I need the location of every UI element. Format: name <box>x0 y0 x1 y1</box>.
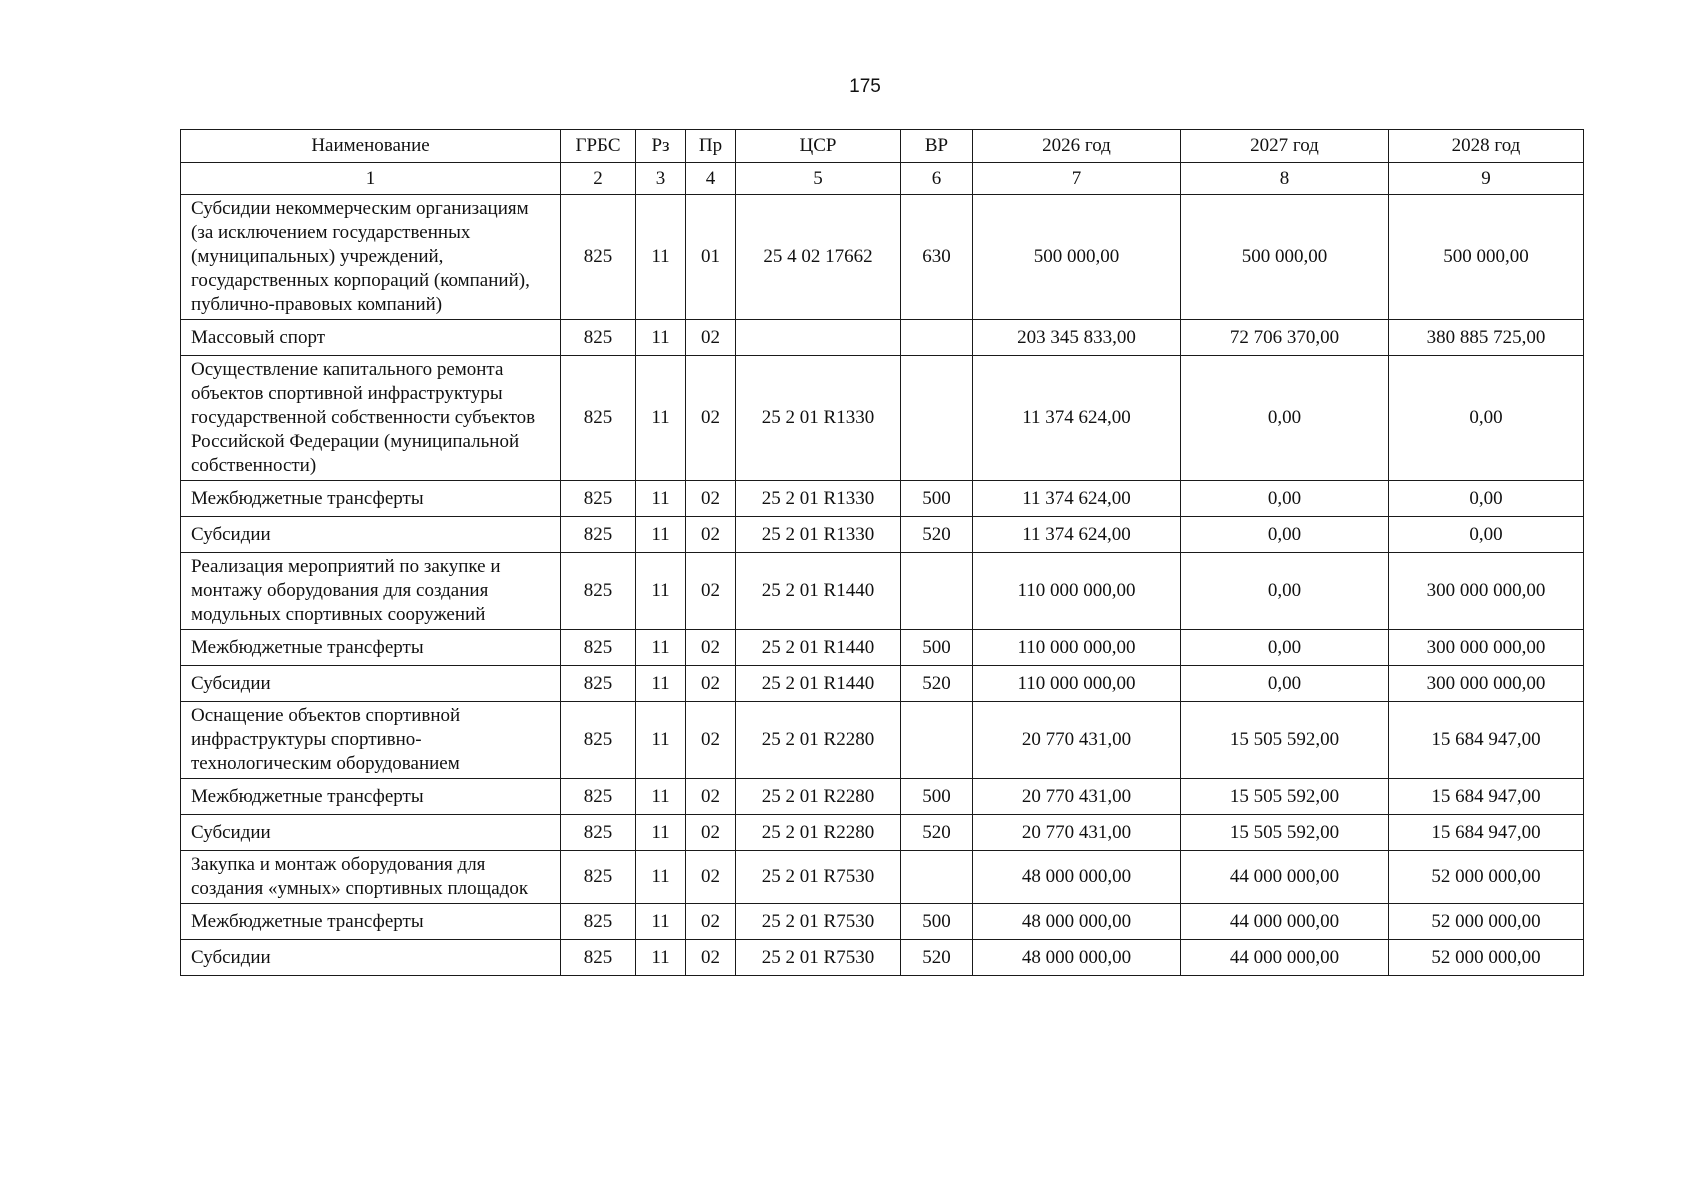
column-number-row <box>181 163 1584 195</box>
pr-cell: 02 <box>686 851 736 904</box>
amount-2027-cell: 500 000,00 <box>1181 195 1389 320</box>
table-row <box>181 320 1584 356</box>
amount-2027-cell: 15 505 592,00 <box>1181 815 1389 851</box>
amount-2026-cell: 203 345 833,00 <box>973 320 1181 356</box>
grbs-cell: 825 <box>561 320 636 356</box>
amount-2027-cell: 0,00 <box>1181 481 1389 517</box>
amount-2028-cell: 0,00 <box>1389 356 1584 481</box>
name-cell: Межбюджетные трансферты <box>181 481 561 517</box>
header-year-2028: 2028 год <box>1389 130 1584 163</box>
header-name: Наименование <box>181 130 561 163</box>
name-cell: Межбюджетные трансферты <box>181 630 561 666</box>
column-number: 2 <box>561 163 636 195</box>
grbs-cell: 825 <box>561 702 636 779</box>
amount-2026-cell: 48 000 000,00 <box>973 851 1181 904</box>
amount-2028-cell: 15 684 947,00 <box>1389 702 1584 779</box>
vr-cell <box>901 320 973 356</box>
rz-cell: 11 <box>636 517 686 553</box>
amount-2028-cell: 52 000 000,00 <box>1389 940 1584 976</box>
header-csr: ЦСР <box>736 130 901 163</box>
table-row <box>181 904 1584 940</box>
amount-2027-cell: 72 706 370,00 <box>1181 320 1389 356</box>
table-row <box>181 195 1584 320</box>
rz-cell: 11 <box>636 666 686 702</box>
csr-cell: 25 2 01 R1330 <box>736 356 901 481</box>
amount-2028-cell: 300 000 000,00 <box>1389 630 1584 666</box>
amount-2026-cell: 20 770 431,00 <box>973 815 1181 851</box>
amount-2028-cell: 15 684 947,00 <box>1389 779 1584 815</box>
grbs-cell: 825 <box>561 553 636 630</box>
name-cell: Субсидии некоммерческим организациям (за исключением государственных (муниципальных) учреждений, государственных корпораций (компаний), публично-правовых компаний) <box>181 195 561 320</box>
pr-cell: 02 <box>686 517 736 553</box>
table-row <box>181 481 1584 517</box>
csr-cell: 25 2 01 R7530 <box>736 904 901 940</box>
pr-cell: 02 <box>686 779 736 815</box>
amount-2026-cell: 48 000 000,00 <box>973 940 1181 976</box>
column-number: 5 <box>736 163 901 195</box>
csr-cell: 25 2 01 R1440 <box>736 666 901 702</box>
header-pr: Пр <box>686 130 736 163</box>
csr-cell: 25 2 01 R2280 <box>736 815 901 851</box>
vr-cell <box>901 851 973 904</box>
table-row <box>181 851 1584 904</box>
name-cell: Субсидии <box>181 815 561 851</box>
grbs-cell: 825 <box>561 815 636 851</box>
column-number: 1 <box>181 163 561 195</box>
name-cell: Межбюджетные трансферты <box>181 779 561 815</box>
csr-cell: 25 2 01 R2280 <box>736 779 901 815</box>
table-row <box>181 779 1584 815</box>
grbs-cell: 825 <box>561 940 636 976</box>
amount-2027-cell: 0,00 <box>1181 553 1389 630</box>
csr-cell: 25 4 02 17662 <box>736 195 901 320</box>
csr-cell: 25 2 01 R1330 <box>736 481 901 517</box>
csr-cell: 25 2 01 R2280 <box>736 702 901 779</box>
amount-2026-cell: 110 000 000,00 <box>973 553 1181 630</box>
amount-2026-cell: 20 770 431,00 <box>973 702 1181 779</box>
csr-cell: 25 2 01 R1440 <box>736 553 901 630</box>
table-row <box>181 553 1584 630</box>
rz-cell: 11 <box>636 481 686 517</box>
amount-2027-cell: 15 505 592,00 <box>1181 702 1389 779</box>
rz-cell: 11 <box>636 630 686 666</box>
table-body <box>181 195 1584 976</box>
vr-cell: 630 <box>901 195 973 320</box>
amount-2026-cell: 48 000 000,00 <box>973 904 1181 940</box>
header-year-2027: 2027 год <box>1181 130 1389 163</box>
grbs-cell: 825 <box>561 517 636 553</box>
amount-2027-cell: 0,00 <box>1181 356 1389 481</box>
table-row <box>181 940 1584 976</box>
pr-cell: 02 <box>686 481 736 517</box>
pr-cell: 01 <box>686 195 736 320</box>
amount-2026-cell: 11 374 624,00 <box>973 356 1181 481</box>
header-row <box>181 130 1584 163</box>
name-cell: Осуществление капитального ремонта объектов спортивной инфраструктуры государственной собственности субъектов Российской Федерации (муниципальной собственности) <box>181 356 561 481</box>
rz-cell: 11 <box>636 356 686 481</box>
amount-2028-cell: 300 000 000,00 <box>1389 553 1584 630</box>
header-year-2026: 2026 год <box>973 130 1181 163</box>
pr-cell: 02 <box>686 553 736 630</box>
amount-2026-cell: 110 000 000,00 <box>973 666 1181 702</box>
header-grbs: ГРБС <box>561 130 636 163</box>
vr-cell: 500 <box>901 904 973 940</box>
amount-2027-cell: 0,00 <box>1181 517 1389 553</box>
vr-cell: 520 <box>901 666 973 702</box>
column-number: 4 <box>686 163 736 195</box>
vr-cell: 500 <box>901 481 973 517</box>
vr-cell: 520 <box>901 517 973 553</box>
vr-cell: 500 <box>901 630 973 666</box>
column-number: 9 <box>1389 163 1584 195</box>
rz-cell: 11 <box>636 815 686 851</box>
pr-cell: 02 <box>686 940 736 976</box>
amount-2026-cell: 500 000,00 <box>973 195 1181 320</box>
pr-cell: 02 <box>686 666 736 702</box>
vr-cell: 500 <box>901 779 973 815</box>
pr-cell: 02 <box>686 630 736 666</box>
pr-cell: 02 <box>686 356 736 481</box>
header-rz: Рз <box>636 130 686 163</box>
table-row <box>181 356 1584 481</box>
rz-cell: 11 <box>636 702 686 779</box>
grbs-cell: 825 <box>561 851 636 904</box>
amount-2027-cell: 0,00 <box>1181 666 1389 702</box>
grbs-cell: 825 <box>561 666 636 702</box>
amount-2026-cell: 11 374 624,00 <box>973 481 1181 517</box>
table-row <box>181 666 1584 702</box>
header-vr: ВР <box>901 130 973 163</box>
name-cell: Оснащение объектов спортивной инфраструктуры спортивно-технологическим оборудованием <box>181 702 561 779</box>
grbs-cell: 825 <box>561 904 636 940</box>
grbs-cell: 825 <box>561 481 636 517</box>
csr-cell: 25 2 01 R1330 <box>736 517 901 553</box>
amount-2028-cell: 0,00 <box>1389 481 1584 517</box>
amount-2027-cell: 0,00 <box>1181 630 1389 666</box>
csr-cell: 25 2 01 R7530 <box>736 851 901 904</box>
amount-2028-cell: 0,00 <box>1389 517 1584 553</box>
column-number: 7 <box>973 163 1181 195</box>
csr-cell: 25 2 01 R7530 <box>736 940 901 976</box>
vr-cell: 520 <box>901 940 973 976</box>
grbs-cell: 825 <box>561 779 636 815</box>
name-cell: Субсидии <box>181 940 561 976</box>
table-row <box>181 630 1584 666</box>
name-cell: Субсидии <box>181 666 561 702</box>
table-row <box>181 815 1584 851</box>
rz-cell: 11 <box>636 904 686 940</box>
name-cell: Субсидии <box>181 517 561 553</box>
vr-cell: 520 <box>901 815 973 851</box>
rz-cell: 11 <box>636 553 686 630</box>
column-number: 6 <box>901 163 973 195</box>
amount-2027-cell: 44 000 000,00 <box>1181 940 1389 976</box>
amount-2028-cell: 15 684 947,00 <box>1389 815 1584 851</box>
rz-cell: 11 <box>636 779 686 815</box>
amount-2028-cell: 500 000,00 <box>1389 195 1584 320</box>
grbs-cell: 825 <box>561 356 636 481</box>
vr-cell <box>901 356 973 481</box>
rz-cell: 11 <box>636 940 686 976</box>
amount-2026-cell: 11 374 624,00 <box>973 517 1181 553</box>
vr-cell <box>901 553 973 630</box>
amount-2026-cell: 110 000 000,00 <box>973 630 1181 666</box>
amount-2027-cell: 15 505 592,00 <box>1181 779 1389 815</box>
name-cell: Массовый спорт <box>181 320 561 356</box>
table-row <box>181 517 1584 553</box>
column-number: 8 <box>1181 163 1389 195</box>
name-cell: Межбюджетные трансферты <box>181 904 561 940</box>
page-number: 175 <box>849 76 881 97</box>
grbs-cell: 825 <box>561 195 636 320</box>
pr-cell: 02 <box>686 904 736 940</box>
csr-cell <box>736 320 901 356</box>
pr-cell: 02 <box>686 320 736 356</box>
pr-cell: 02 <box>686 815 736 851</box>
pr-cell: 02 <box>686 702 736 779</box>
budget-table <box>180 129 1584 976</box>
amount-2027-cell: 44 000 000,00 <box>1181 904 1389 940</box>
amount-2027-cell: 44 000 000,00 <box>1181 851 1389 904</box>
rz-cell: 11 <box>636 851 686 904</box>
amount-2028-cell: 300 000 000,00 <box>1389 666 1584 702</box>
amount-2028-cell: 380 885 725,00 <box>1389 320 1584 356</box>
grbs-cell: 825 <box>561 630 636 666</box>
amount-2028-cell: 52 000 000,00 <box>1389 851 1584 904</box>
rz-cell: 11 <box>636 320 686 356</box>
name-cell: Реализация мероприятий по закупке и монтажу оборудования для создания модульных спортивных сооружений <box>181 553 561 630</box>
name-cell: Закупка и монтаж оборудования для создания «умных» спортивных площадок <box>181 851 561 904</box>
vr-cell <box>901 702 973 779</box>
amount-2028-cell: 52 000 000,00 <box>1389 904 1584 940</box>
amount-2026-cell: 20 770 431,00 <box>973 779 1181 815</box>
rz-cell: 11 <box>636 195 686 320</box>
table-row <box>181 702 1584 779</box>
csr-cell: 25 2 01 R1440 <box>736 630 901 666</box>
column-number: 3 <box>636 163 686 195</box>
